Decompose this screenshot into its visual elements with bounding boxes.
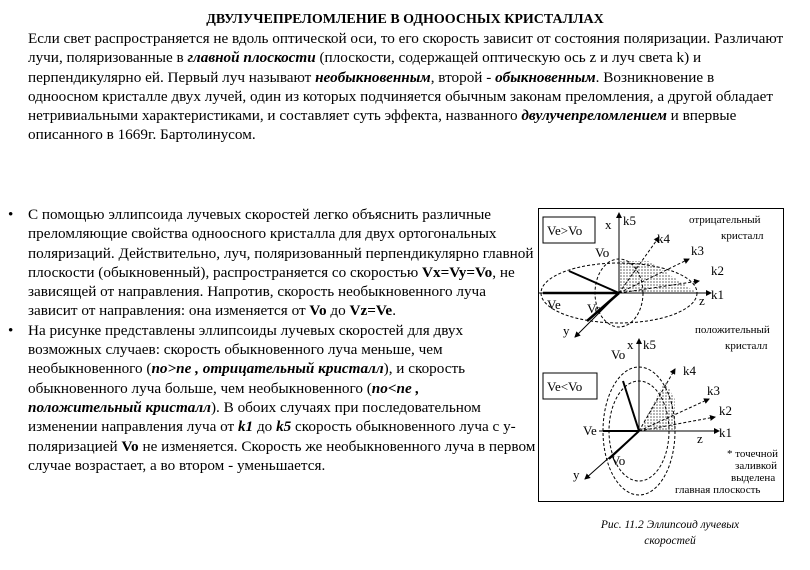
svg-text:Ve<Vo: Ve<Vo: [547, 379, 583, 394]
bullet-list: [8, 205, 536, 475]
page-title: ДВУЛУЧЕПРЕЛОМЛЕНИЕ В ОДНООСНЫХ КРИСТАЛЛАХ: [206, 12, 604, 27]
figure-caption: Рис. 11.2 Эллипсоид лучевых скоростей: [600, 519, 740, 547]
svg-text:k1: k1: [711, 287, 724, 302]
svg-text:отрицательный: отрицательный: [689, 214, 761, 226]
svg-text:Vo: Vo: [611, 453, 626, 468]
svg-text:z: z: [699, 293, 705, 308]
svg-text:k5: k5: [623, 213, 636, 228]
svg-text:заливкой: заливкой: [735, 460, 778, 472]
svg-text:кристалл: кристалл: [721, 230, 764, 242]
svg-text:z: z: [697, 431, 703, 446]
svg-text:Ve: Ve: [547, 297, 561, 312]
velocity-ellipsoid-figure: [538, 208, 784, 502]
svg-text:Ve>Vo: Ve>Vo: [547, 223, 583, 238]
svg-text:k4: k4: [683, 363, 696, 378]
negative-crystal-diagram: [539, 213, 764, 338]
svg-text:выделена: выделена: [731, 472, 776, 484]
svg-text:главная плоскость: главная плоскость: [675, 484, 761, 496]
svg-text:Ve: Ve: [583, 423, 597, 438]
svg-text:Vo: Vo: [587, 301, 602, 316]
intro-paragraph: Если свет распространяется не вдоль оптической оси, то его скорость зависит от состояния поляризации. Различают лучи, поляризованные в главной плоскости (плоскости, содержащей оптическую ось z и луч света k) и перпендикулярно ей. Первый луч называют необыкновенным, второй - обыкновенным. Возникновение в одноосном кристалле двух лучей, один из которых подчиняется обычным законам преломления, а другой обладает нетривиальными характеристиками, и составляет суть эффекта, названного двулучепреломлением и впервые описанного в 1669г. Бартолинусом.: [28, 30, 784, 144]
svg-text:x: x: [627, 337, 634, 352]
svg-text:k3: k3: [691, 243, 704, 258]
svg-text:* точечной: * точечной: [727, 448, 779, 460]
svg-text:k2: k2: [711, 263, 724, 278]
svg-text:y: y: [573, 467, 580, 482]
svg-text:k2: k2: [719, 403, 732, 418]
svg-text:кристалл: кристалл: [725, 340, 768, 352]
bullet-item: • На рисунке представлены эллипсоиды лучевых скоростей для двух возможных случаев: скорость обыкновенного луча меньше, чем необыкновенного (no>ne , отрицательный кристалл), и скорость обыкновенного луча больше, чем необыкновенного (no<ne , положительный кристалл). В обоих случаях при последовательном изменении направления луча от k1 до k5 скорость обыкновенного луча с y-поляризацией Vo не изменяется. Скорость же необыкновенного луча в первом случае возрастает, а во втором - уменьшается.: [8, 321, 536, 474]
svg-text:y: y: [563, 323, 570, 338]
svg-text:k5: k5: [643, 337, 656, 352]
svg-text:Vo: Vo: [595, 245, 610, 260]
svg-text:k3: k3: [707, 383, 720, 398]
svg-text:Vo: Vo: [611, 347, 626, 362]
svg-text:k4: k4: [657, 231, 670, 246]
bullet-item: • С помощью эллипсоида лучевых скоростей легко объяснить различные преломляющие свойства одноосного кристалла для двух ортогональных поляризаций. Действительно, луч, поляризованный перпендикулярно главной плоскости (обыкновенный), распространяется со скоростью Vx=Vy=Vo, не зависящей от направления. Напротив, скорость необыкновенного луча зависит от направления: она изменяется от Vo до Vz=Ve.: [8, 206, 534, 320]
svg-text:x: x: [605, 217, 612, 232]
positive-crystal-diagram: [543, 324, 778, 496]
svg-text:k1: k1: [719, 425, 732, 440]
svg-text:положительный: положительный: [695, 324, 770, 336]
